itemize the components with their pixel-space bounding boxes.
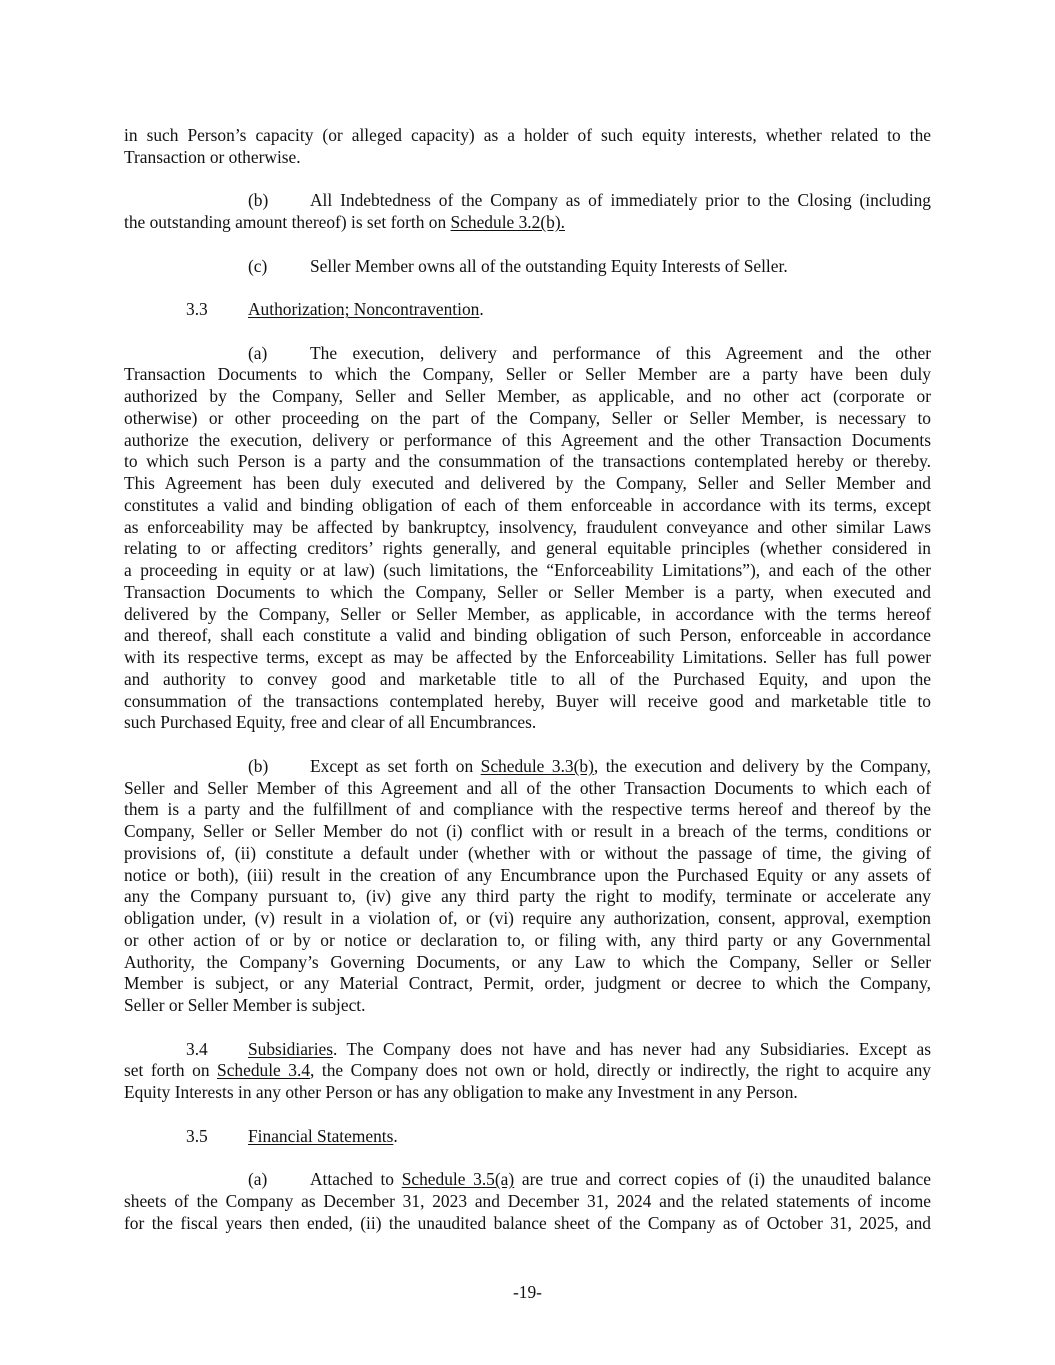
text: . The Company does not have and has never had any Subsidiaries. Except as bbox=[333, 1038, 931, 1059]
text: All Indebtedness of the Company as of immediately prior to the Closing (including bbox=[310, 190, 931, 211]
text-line: provisions of, (ii) constitute a default under (whether with or without the passage of time, the giving of bbox=[124, 842, 931, 863]
section-3-4-paragraph bbox=[124, 1039, 931, 1104]
subsection-label: (b) bbox=[248, 755, 269, 776]
schedule-3-5-a-reference: Schedule 3.5(a) bbox=[401, 1169, 515, 1189]
section-title: Subsidiaries bbox=[248, 1038, 334, 1059]
section-number: 3.5 bbox=[186, 1125, 208, 1146]
text-line: Seller or Seller Member is subject. bbox=[124, 995, 366, 1015]
text-line: as enforceability may be affected by bankruptcy, insolvency, fraudulent conveyance and other similar Laws bbox=[124, 516, 931, 537]
text-line: authorize the execution, delivery or performance of this Agreement and the other Transaction Documents bbox=[124, 429, 931, 450]
text-line bbox=[124, 1169, 931, 1191]
text: , the execution and delivery by the Company, bbox=[593, 755, 931, 776]
text-line: Transaction Documents to which the Company, Seller or Seller Member are a party have been duly bbox=[124, 364, 931, 385]
text-line: to which such Person is a party and the consummation of the transactions contemplated hereby or thereby. bbox=[124, 451, 931, 472]
paragraph-3-2-c bbox=[124, 256, 931, 278]
text-line bbox=[124, 190, 931, 212]
text: are true and correct copies of (i) the unaudited balance bbox=[514, 1169, 931, 1189]
text-line: obligation under, (v) result in a violation of, or (vi) require any authorization, consent, approval, exemption bbox=[124, 908, 931, 928]
text: Attached to bbox=[310, 1169, 402, 1189]
text-line: any the Company pursuant to, (iv) give any third party the right to modify, terminate or accelerate any bbox=[124, 886, 931, 907]
text-line: authorized by the Company, Seller and Seller Member, as applicable, and no other act (corporate or bbox=[124, 386, 931, 406]
section-number: 3.4 bbox=[186, 1038, 208, 1059]
text-line: them is a party and the fulfillment of and compliance with the respective terms hereof and thereof by the bbox=[124, 799, 931, 820]
text-line: This Agreement has been duly executed and delivered by the Company, Seller and Seller Member and bbox=[124, 473, 931, 493]
text-line: and authority to convey good and marketable title to all of the Purchased Equity, and upon the bbox=[124, 668, 931, 689]
text-line: Transaction Documents to which the Company, Seller or Seller Member is a party, when executed and bbox=[124, 581, 931, 602]
text-line bbox=[124, 756, 931, 778]
paragraph-3-3-a bbox=[124, 343, 931, 735]
schedule-3-4-reference: Schedule 3.4 bbox=[217, 1060, 311, 1081]
schedule-3-3-b-reference: Schedule 3.3(b) bbox=[480, 755, 594, 776]
text: the outstanding amount thereof) is set forth on bbox=[124, 212, 451, 232]
text-line: otherwise) or other proceeding on the part of the Company, Seller or Seller Member, is necessary to bbox=[124, 407, 931, 428]
text-line bbox=[124, 1060, 931, 1082]
continuation-paragraph bbox=[124, 125, 931, 169]
text-line: notice or both), (iii) result in the creation of any Encumbrance upon the Purchased Equity or any assets of bbox=[124, 864, 931, 885]
text: set forth on bbox=[124, 1060, 218, 1081]
text-line: for the fiscal years then ended, (ii) the unaudited balance sheet of the Company as of October 31, 2025, and bbox=[124, 1212, 931, 1233]
text: . bbox=[393, 1125, 398, 1146]
text-line: in such Person’s capacity (or alleged capacity) as a holder of such equity interests, whether related to the bbox=[124, 125, 931, 145]
text: Seller Member owns all of the outstanding Equity Interests of Seller. bbox=[310, 255, 788, 276]
text-line: a proceeding in equity or at law) (such limitations, the “Enforceability Limitations”), and each of the other bbox=[124, 560, 931, 580]
text-line bbox=[124, 1126, 931, 1148]
text-line: Company, Seller or Seller Member do not (i) conflict with or result in a breach of the terms, conditions or bbox=[124, 821, 931, 841]
text-line: delivered by the Company, Seller or Seller Member, as applicable, in accordance with the terms hereof bbox=[124, 603, 931, 624]
text-line: Authority, the Company’s Governing Documents, or any Law to which the Company, Seller or Seller bbox=[124, 951, 931, 972]
subsection-label: (a) bbox=[248, 1169, 268, 1189]
section-3-5-heading bbox=[124, 1126, 931, 1148]
text-line: constitutes a valid and binding obligation of each of them enforceable in accordance with its terms, except bbox=[124, 494, 931, 515]
paragraph-3-2-b bbox=[124, 190, 931, 234]
text-line: Seller and Seller Member of this Agreement and all of the other Transaction Documents to which each of bbox=[124, 777, 931, 798]
text-line bbox=[124, 256, 931, 278]
text: , the Company does not own or hold, directly or indirectly, the right to acquire any bbox=[310, 1060, 931, 1081]
paragraph-3-5-a bbox=[124, 1169, 931, 1234]
paragraph-3-3-b bbox=[124, 756, 931, 1017]
text-line: relating to or affecting creditors’ rights generally, and general equitable principles (whether considered in bbox=[124, 538, 931, 559]
section-3-3-heading bbox=[124, 299, 931, 321]
page-number: -19- bbox=[513, 1282, 542, 1302]
text-line: Transaction or otherwise. bbox=[124, 146, 301, 167]
text-line: such Purchased Equity, free and clear of all Encumbrances. bbox=[124, 712, 537, 733]
text-line: sheets of the Company as December 31, 2023 and December 31, 2024 and the related statements of income bbox=[124, 1190, 931, 1211]
text-line: with its respective terms, except as may be affected by the Enforceability Limitations. Seller has full power bbox=[124, 647, 931, 667]
section-title: Financial Statements bbox=[248, 1125, 394, 1146]
text-line: or other action of or by or notice or declaration to, or filing with, any third party or any Governmental bbox=[124, 929, 931, 950]
text: Except as set forth on bbox=[310, 755, 481, 776]
section-number: 3.3 bbox=[186, 299, 208, 319]
section-title: Authorization; Noncontravention bbox=[248, 299, 480, 319]
text-line bbox=[124, 212, 931, 234]
text: The execution, delivery and performance of this Agreement and the other bbox=[310, 342, 931, 363]
subsection-label: (a) bbox=[248, 342, 268, 363]
text-line: consummation of the transactions contemplated hereby, Buyer will receive good and marketable title to bbox=[124, 690, 931, 711]
text-line bbox=[124, 343, 931, 365]
text-line: Equity Interests in any other Person or has any obligation to make any Investment in any Person. bbox=[124, 1082, 798, 1102]
text: . bbox=[479, 299, 484, 319]
schedule-3-2-b-reference: Schedule 3.2(b). bbox=[450, 212, 565, 232]
text-line bbox=[124, 299, 931, 321]
subsection-label: (c) bbox=[248, 255, 268, 276]
subsection-label: (b) bbox=[248, 190, 269, 211]
text-line bbox=[124, 1039, 931, 1061]
text-line: and thereof, shall each constitute a valid and binding obligation of such Person, enforceable in accordance bbox=[124, 625, 931, 646]
text-line: Member is subject, or any Material Contract, Permit, order, judgment or decree to which the Company, bbox=[124, 973, 931, 994]
document-page bbox=[124, 125, 931, 1234]
